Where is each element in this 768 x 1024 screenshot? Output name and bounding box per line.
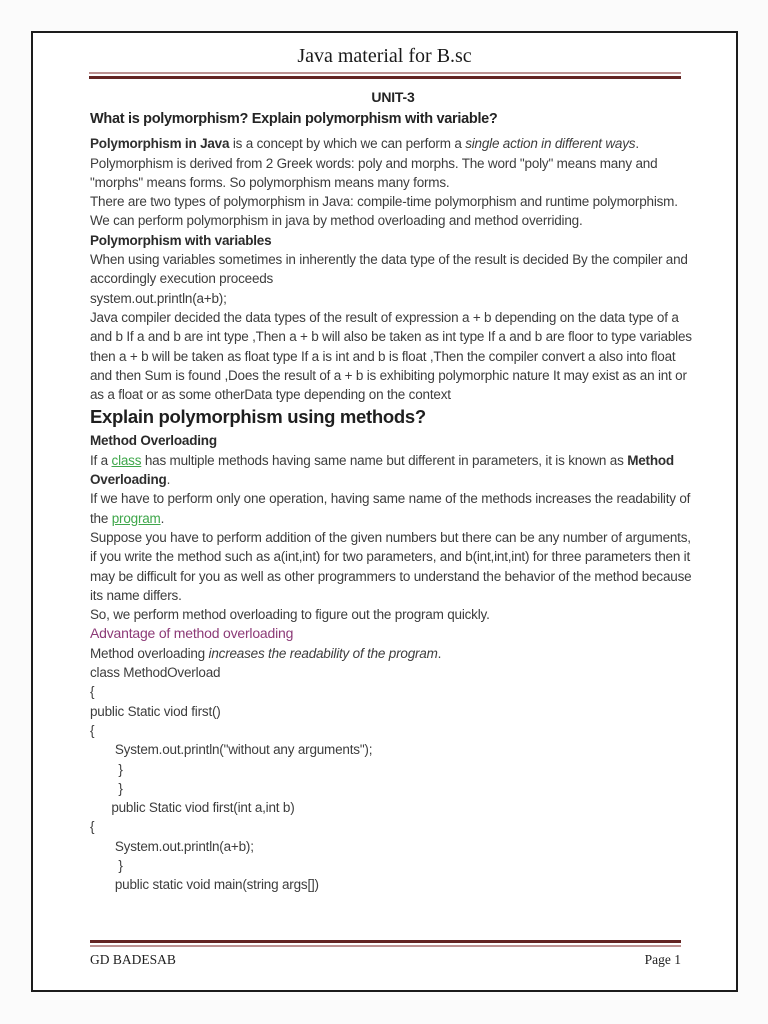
paragraph-two-types: There are two types of polymorphism in Java: compile-time polymorphism and runtime polymorphism. We can perform polymorphism in java by method overloading and method overriding. (90, 194, 678, 229)
code-line: } (90, 761, 123, 777)
paragraph-so-we-perform: So, we perform method overloading to figure out the program quickly. (90, 607, 490, 623)
body-text: is a concept by which we can perform a (229, 136, 466, 152)
body-text: If we have to perform only one operation, having same name of the methods increases the readability of the (90, 491, 691, 526)
paragraph-overloading-def (90, 451, 696, 490)
class-link[interactable]: class (111, 452, 142, 468)
code-line: public Static viod first(int a,int b) (90, 800, 295, 816)
body-text: Method overloading (90, 645, 209, 661)
code-println-line: system.out.println(a+b); (90, 290, 227, 306)
document-page (31, 31, 738, 992)
footer-rule (90, 940, 681, 947)
paragraph-greek-words: Polymorphism is derived from 2 Greek words: poly and morphs. The word "poly" means many and "morphs" means forms. So polymorphism means many forms. (90, 155, 658, 190)
bold-text: Method Overloading (90, 452, 674, 488)
code-line: System.out.println(a+b); (90, 838, 254, 854)
page-footer (90, 940, 681, 969)
footer-page-number: Page 1 (644, 952, 681, 967)
code-block (90, 663, 696, 895)
code-line: { (90, 819, 95, 835)
code-line: } (90, 857, 123, 873)
body-text: . (635, 136, 639, 152)
question-1-heading: What is polymorphism? Explain polymorphism with variable? (90, 111, 498, 128)
advantage-subheading: Advantage of method overloading (90, 625, 294, 642)
paragraph-variables: When using variables sometimes in inherently the data type of the result is decided By the compiler and accordingly execution proceeds (90, 252, 688, 287)
code-line: public static void main(string args[]) (90, 877, 319, 893)
italic-text: increases the readability of the program (208, 645, 438, 661)
paragraph-readability (90, 489, 696, 528)
paragraph-advantage (90, 644, 696, 663)
code-line: class MethodOverload (90, 665, 221, 681)
body-text: . (437, 645, 442, 661)
footer-author: GD BADESAB (90, 952, 176, 967)
header-rule (89, 72, 681, 79)
paragraph-suppose: Suppose you have to perform addition of the given numbers but there can be any number of arguments, if you write the method such as a(int,int) for two parameters, and b(int,int,int) for three parameters then it may be difficult for you as well as other programmers to understand the behavior of the method because its name differs. (90, 529, 692, 603)
body-text: . (160, 510, 165, 526)
bold-text: Polymorphism in Java (90, 136, 230, 152)
body-text: If a (90, 452, 112, 468)
code-line: { (90, 722, 95, 738)
paragraph-intro (90, 134, 696, 153)
variables-subheading: Polymorphism with variables (90, 232, 272, 248)
unit-heading: UNIT-3 (371, 89, 415, 105)
document-header-title: Java material for B.sc (297, 45, 472, 67)
code-line: } (90, 780, 123, 796)
code-line: { (90, 684, 95, 700)
program-link[interactable]: program (111, 510, 161, 526)
code-line: public Static viod first() (90, 703, 221, 719)
question-2-heading: Explain polymorphism using methods? (90, 406, 426, 428)
body-text: has multiple methods having same name but different in parameters, it is known as (141, 452, 628, 468)
italic-text: single action in different ways (465, 136, 636, 152)
code-line: System.out.println("without any arguments"); (90, 742, 373, 758)
paragraph-compiler: Java compiler decided the data types of the result of expression a + b depending on the data type of a and b If a and b are int type ,Then a + b will also be taken as int type If a and b are floor to type variables then a + b will be taken as float type If a is int and b is float ,Then the compiler convert a also into float and then Sum is found ,Does the result of a + b is exhibiting polymorphic nature It may exist as an int or as a float or as some otherData type depending on the context (90, 309, 692, 403)
document-body (33, 88, 736, 895)
body-text: . (166, 472, 171, 488)
method-overloading-subheading: Method Overloading (90, 433, 217, 449)
